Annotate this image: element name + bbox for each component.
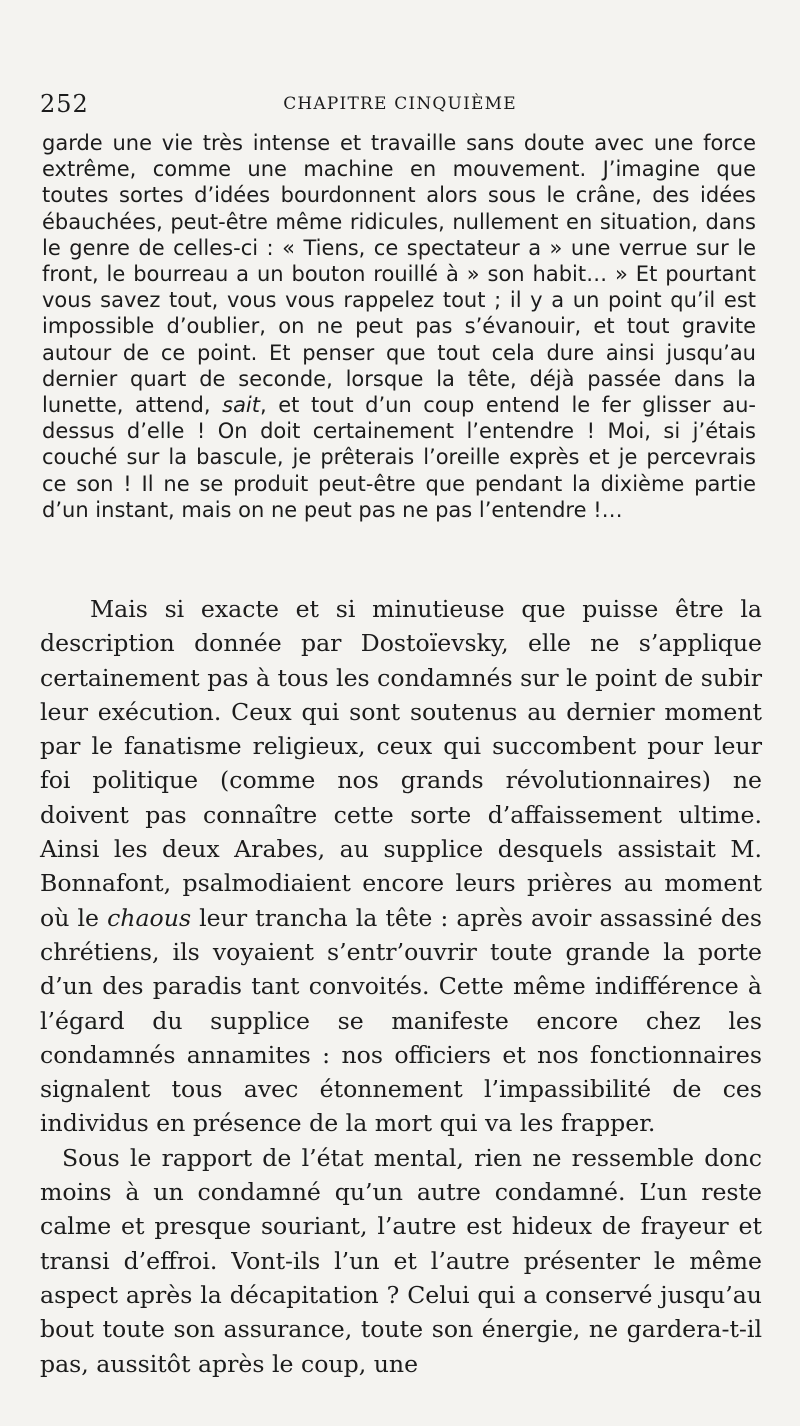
body-italic-word: chaous (107, 903, 192, 932)
quoted-paragraph (42, 130, 756, 523)
quote-text-part-2: , et tout d’un coup entend le fer glisser au-dessus d’elle ! On doit certainement l’entendre ! Moi, si j’étais couché sur la bascule, je prêterais l’oreille exprès et je percevrais ce son ! Il ne se produit peut-être que pendant la dixième partie d’un instant, mais on ne peut pas ne pas l’entendre !… (42, 393, 757, 522)
chapter-title: CHAPITRE CINQUIÈME (283, 94, 517, 114)
page-number: 252 (40, 90, 89, 118)
body-p1-part-2: leur trancha la tête : après avoir assassiné des chrétiens, ils voyaient s’entr’ouvrir toute grande la porte d’un des paradis tant convoités. Cette même indifférence à l’égard du supplice se manifeste encore chez les condamnés annamites : nos officiers et nos fonctionnaires signalent tous avec étonnement l’impassibilité de ces individus en présence de la mort qui va les frapper. (40, 903, 762, 1138)
body-p1-part-1: Mais si exacte et si minutieuse que puisse être la description donnée par Dostoïevsky, elle ne s’applique certainement pas à tous les condamnés sur le point de subir leur exécution. Ceux qui sont soutenus au dernier moment par le fanatisme religieux, ceux qui succombent pour leur foi politique (comme nos grands révolutionnaires) ne doivent pas connaître cette sorte d’affaissement ultime. Ainsi les deux Arabes, au supplice desquels assistait M. Bonnafont, psalmodiaient encore leurs prières au moment où le (40, 595, 763, 932)
quote-italic-word: sait (222, 393, 261, 418)
quote-text-part-1: garde une vie très intense et travaille sans doute avec une force extrême, comme une machine en mouvement. J’imagine que toutes sortes d’idées bourdonnent alors sous le crâne, des idées ébauchées, peut-être même ridicules, nullement en situation, dans le genre de celles-ci : « Tiens, ce spectateur a » une verrue sur le front, le bourreau a un bouton rouillé à » son habit… » Et pourtant vous savez tout, vous vous rappelez tout ; il y a un point qu’il est impossible d’oublier, on ne peut pas s’évanouir, et tout gravite autour de ce point. Et penser que tout cela dure ainsi jusqu’au dernier quart de seconde, lorsque la tête, déjà passée dans la lunette, attend, (42, 131, 756, 418)
running-header (40, 90, 760, 120)
main-text (40, 592, 762, 1381)
quoted-passage (42, 130, 756, 523)
body-paragraph-2: Sous le rapport de l’état mental, rien ne ressemble donc moins à un condamné qu’un autre condamné. L’un reste calme et presque souriant, l’autre est hideux de frayeur et transi d’effroi. Vont-ils l’un et l’autre présenter le même aspect après la décapitation ? Celui qui a conservé jusqu’au bout toute son assurance, toute son énergie, ne gardera-t-il pas, aussitôt après le coup, une (40, 1143, 762, 1378)
body-paragraph-1 (40, 592, 762, 1141)
